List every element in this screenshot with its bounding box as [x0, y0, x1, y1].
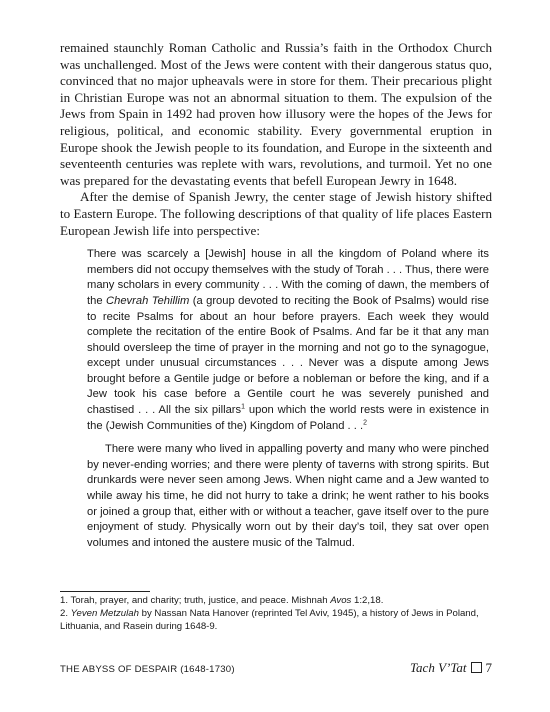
quote-paragraph-2: There were many who lived in appalling poverty and many who were pinched by never-ending worries; and there were plenty of taverns with strong spirits. But drunkards were never seen among Jews. When night came and a Jew wanted to while away his time, he did not hurry to take a drink; he went rather to his books or joined a group that, either with or without a teacher, gave itself over to the pure enjoyment of study. Physically worn out by their day’s toil, they sat over open volumes and intoned the austere music of the Talmud. [87, 443, 489, 549]
quote-text-b: (a group devoted to reciting the Book of Psalms) would rise to recite Psalms for about an hour before prayers. Each week they would complete the recitation of the entire Book of Psalms. And far be it that any man should oversleep the time of prayer in the morning and not go to the synagogue, except under unusual circumstances . . . Never was a dispute among Jews brought before a Gentile judge or before a nobleman or before the king, and if a Jew took his case before a Gentile court he was severely punished and chastised . . . All the six pillars [87, 294, 490, 417]
running-head [410, 660, 492, 676]
page-number: 7 [485, 660, 492, 675]
chevrah-tehillim-term: Chevrah Tehillim [106, 294, 190, 307]
footnote-1-ref: 1:2,18. [351, 595, 384, 606]
chapter-title: THE ABYSS OF DESPAIR (1648-1730) [60, 664, 235, 675]
footnote-2-text: by Nassan Nata Hanover (reprinted Tel Aviv, 1945), a history of Jews in Poland, Lithuania, and Rasein during 1648-9. [60, 608, 479, 632]
footnote-2 [60, 607, 492, 633]
block-quote [87, 247, 489, 551]
footnotes [60, 594, 492, 633]
quote-text-a: There was scarcely a [Jewish] house in all the kingdom of Poland where its members did not occupy themselves with the study of Torah . . . Thus, there were many scholars in every community . . . With the coming of dawn, the members of the [87, 248, 489, 307]
footnote-1 [60, 594, 492, 607]
page-footer [60, 660, 492, 676]
quote-paragraph-1 [87, 247, 489, 434]
book-title: Tach V’Tat [410, 660, 467, 675]
footnote-ref-1[interactable]: 1 [241, 403, 245, 411]
square-ornament-icon [471, 662, 482, 673]
footnote-2-title: Yeven Metzulah [70, 608, 139, 619]
footnote-divider [60, 591, 150, 592]
main-text [60, 40, 492, 551]
paragraph-2: After the demise of Spanish Jewry, the center stage of Jewish history shifted to Eastern Europe. The following descriptions of that quality of life places Eastern European Jewish life into perspective: [60, 189, 492, 238]
quote-text-c: upon which the world rests were in existence in the (Jewish Communities of the) Kingdom of Poland . . . [87, 404, 489, 432]
paragraph-1: remained staunchly Roman Catholic and Russia’s faith in the Orthodox Church was unchallenged. Most of the Jews were content with their dangerous status quo, convinced that no major upheavals were in store for them. Their precarious plight in Christian Europe was not an abnormal situation to them. The expulsion of the Jews from Spain in 1492 had proven how illusory were the hopes of the Jews for religious, political, and economic stability. Every governmental eruption in Europe shook the Jewish people to its foundation, and Europe in the sixteenth and seventeenth centuries was replete with wars, revolutions, and turmoil. Yet no one was prepared for the devastating events that befell European Jewry in 1648. [60, 40, 492, 188]
footnote-2-number: 2. [60, 608, 71, 619]
footnote-ref-2[interactable]: 2 [363, 418, 367, 426]
footnote-1-text: 1. Torah, prayer, and charity; truth, justice, and peace. Mishnah [60, 595, 331, 606]
footnote-1-source: Avos [330, 595, 352, 606]
